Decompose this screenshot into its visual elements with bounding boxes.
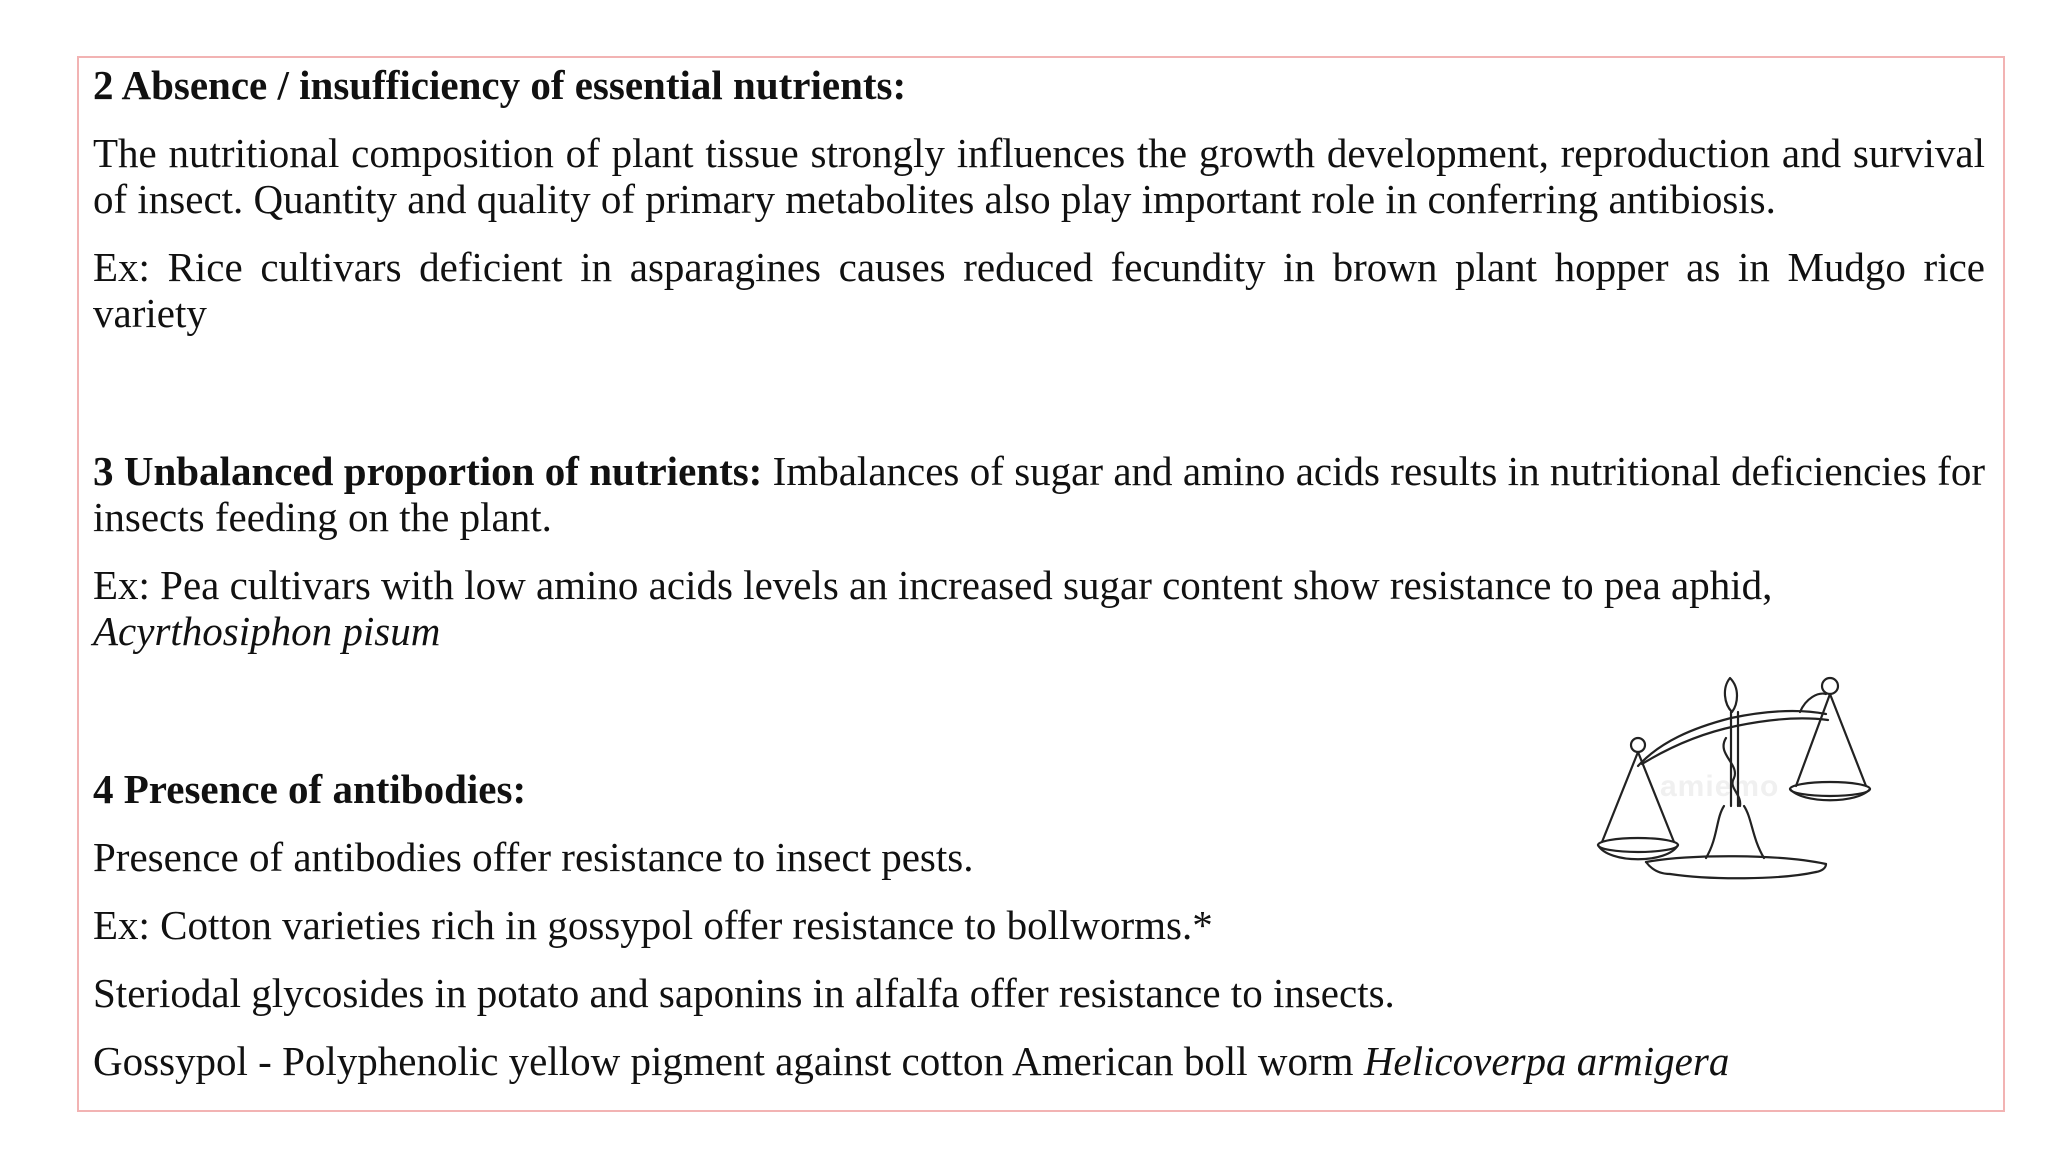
section-3-paragraph [93,448,1985,540]
section-3-example [93,562,1985,654]
section-4-line-4-text: Gossypol - Polyphenolic yellow pigment against cotton American boll worm [93,1038,1364,1084]
slide-content [93,62,1985,1106]
section-2-body: The nutritional composition of plant tissue strongly influences the growth development, reproduction and survival of insect. Quantity and quality of primary metabolites also play important role in conferring antibiosis. [93,130,1985,222]
balance-scale-icon [1590,668,1880,898]
section-4-line-1: Presence of antibodies offer resistance to insect pests. [93,834,974,880]
section-3-body: Imbalances of sugar and amino acids results in nutritional deficiencies for insects feeding on the plant. [93,448,1985,540]
section-4-line-2: Ex: Cotton varieties rich in gossypol offer resistance to bollworms.* [93,902,1213,948]
section-3-heading: 3 Unbalanced proportion of nutrients: [93,448,763,494]
section-4-line-4-species: Helicoverpa armigera [1363,1038,1730,1084]
watermark: amiemo [1660,770,1780,803]
section-2-heading: 2 Absence / insufficiency of essential nutrients: [93,62,907,108]
section-3-example-species: Acyrthosiphon pisum [93,608,441,654]
section-2-example: Ex: Rice cultivars deficient in asparagines causes reduced fecundity in brown plant hopper as in Mudgo rice variety [93,244,1985,336]
section-4-heading: 4 Presence of antibodies: [93,766,527,812]
section-4-line-3: Steriodal glycosides in potato and saponins in alfalfa offer resistance to insects. [93,970,1395,1016]
section-3-example-text: Ex: Pea cultivars with low amino acids levels an increased sugar content show resistance to pea aphid, [93,562,1773,608]
spacer [93,358,1985,448]
section-4-line-4 [93,1038,1985,1084]
